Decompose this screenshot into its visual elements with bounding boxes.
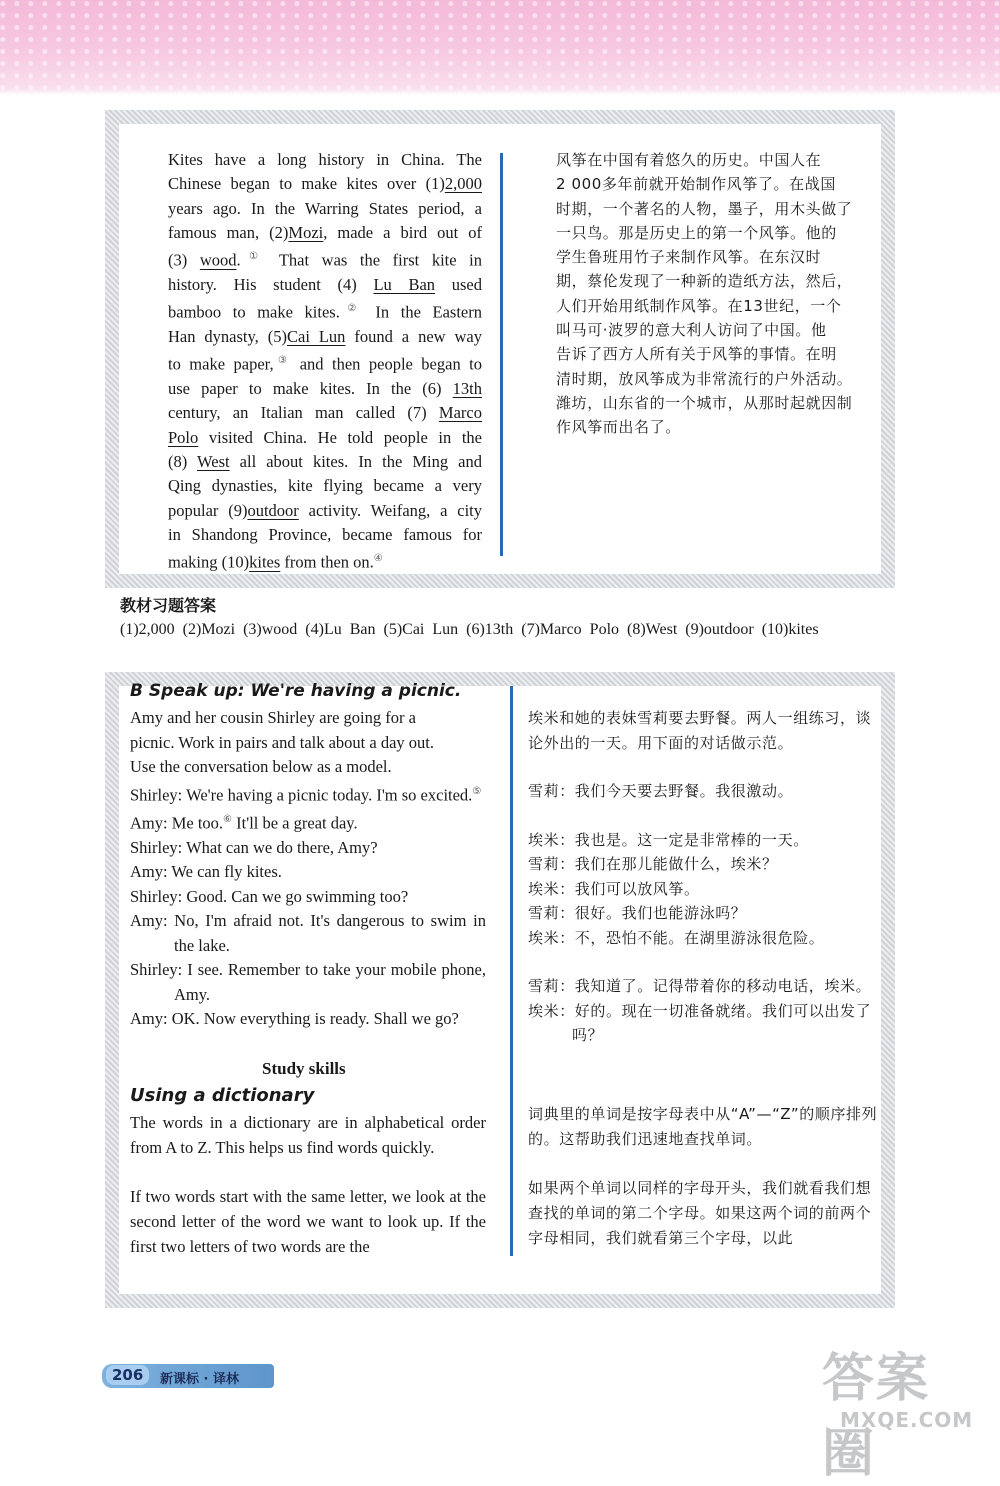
speakup-chinese [528, 706, 878, 1048]
watermark-logo: 答案圈 [822, 1349, 931, 1484]
passage-zh-line: 学生鲁班用竹子来制作风筝。在东汉时 [556, 248, 822, 267]
passage-line [168, 450, 482, 474]
passage-english [168, 148, 482, 575]
zh-dialogue-line: 埃米：好的。现在一切准备就绪。我们可以出发了吗？ [528, 1001, 872, 1044]
dialogue-line: Shirley: Good. Can we go swimming too? [130, 886, 409, 906]
note-marker: ② [339, 303, 364, 315]
passage-chinese [556, 148, 878, 440]
passage-text: famous man, (2) [168, 222, 289, 242]
answer-blank: West [197, 452, 230, 472]
passage-zh-line: 人们开始用纸制作风筝。在13世纪，一个 [556, 296, 842, 315]
answer-blank: Marco [438, 403, 482, 423]
passage-line [168, 325, 482, 349]
answer-blank: 2,000 [444, 174, 482, 194]
speakup-divider [510, 686, 513, 1256]
note-marker: ③ [273, 355, 292, 367]
zh-dialogue-line: 雪莉：很好。我们也能游泳吗？ [528, 904, 747, 922]
dialogue-line: Shirley: We're having a picnic today. I'm so excited.⑤ [130, 785, 482, 804]
speakup-english [130, 706, 486, 1032]
passage-zh-line: 一只鸟。那是历史上的第一个风筝。他的 [556, 223, 837, 242]
speakup-intro-3: Use the conversation below as a model. [130, 757, 392, 776]
passage-text: Qing dynasties, kite flying became a very [168, 476, 482, 496]
passage-text: years ago. In the Warring States period, a [168, 198, 482, 218]
passage-zh-line: 潍坊，山东省的一个城市，从那时起就因制 [556, 393, 853, 412]
answer-blank: Polo [168, 427, 199, 447]
passage-text: (8) [168, 452, 198, 472]
passage-line [168, 273, 482, 297]
passage-text: bamboo to make kites. [168, 302, 340, 322]
zh-dialogue-line: 埃米：我们可以放风筝。 [528, 879, 700, 898]
passage-text: . [236, 250, 241, 270]
page-number: 206 [106, 1365, 149, 1385]
passage-line [168, 172, 482, 196]
passage-text: century, an Italian man called (7) [168, 403, 439, 423]
study-skills-para-1: The words in a dictionary are in alphabetical order from A to Z. This helps us find words quickly. [130, 1113, 486, 1157]
passage-text: That was the first kite in [266, 250, 483, 270]
answers-title: 教材习题答案 [120, 596, 217, 615]
passage-line [168, 148, 482, 172]
header-decorative-band [0, 0, 1000, 95]
passage-line [168, 221, 482, 245]
passage-line [168, 245, 482, 273]
passage-text: found a new way [345, 327, 482, 347]
watermark [810, 1336, 980, 1484]
passage-zh-line: 告诉了西方人所有关于风筝的事情。在明 [556, 345, 837, 364]
note-marker: ⑥ [223, 813, 233, 825]
passage-zh-line: 期，蔡伦发现了一种新的造纸方法，然后， [556, 272, 853, 291]
passage-line [168, 523, 482, 547]
passage-line [168, 197, 482, 221]
passage-text: and then people began to [291, 354, 483, 374]
answer-blank: Cai Lun [287, 327, 346, 347]
passage-text: making (10) [168, 552, 250, 572]
answer-blank: kites [249, 552, 281, 572]
page-footer-badge [102, 1364, 274, 1388]
passage-line [168, 297, 482, 325]
zh-dialogue-line: 埃米：不，恐怕不能。在湖里游泳很危险。 [528, 928, 825, 947]
passage-line [168, 426, 482, 450]
answer-blank: Lu Ban [373, 274, 436, 294]
passage-text: popular (9) [168, 500, 248, 520]
note-marker: ④ [373, 553, 383, 565]
study-skills-zh-1: 词典里的单词是按字母表中从“A”—“Z”的顺序排列的。这帮助我们迅速地查找单词。 [528, 1105, 878, 1148]
passage-text: history. His student (4) [168, 274, 374, 294]
passage-zh-line: 时期，一个著名的人物，墨子，用木头做了 [556, 199, 853, 218]
passage-line [168, 377, 482, 401]
watermark-url: MXQE.COM [840, 1408, 974, 1432]
series-name: 新课标 · 译林 [160, 1372, 239, 1387]
passage-zh-line: 清时期，放风筝成为非常流行的户外活动。 [556, 369, 853, 388]
passage-text: used [435, 274, 482, 294]
passage-text: Kites have a long history in China. The [168, 150, 482, 169]
passage-text: visited China. He told people in the [198, 427, 482, 447]
passage-zh-line: 作风筝而出名了。 [556, 418, 681, 437]
speakup-intro-1: Amy and her cousin Shirley are going for a [130, 708, 416, 727]
dialogue-line: Shirley: I see. Remember to take your mobile phone, Amy. [130, 960, 486, 1004]
note-marker: ① [240, 251, 267, 263]
zh-dialogue-line: 雪莉：我知道了。记得带着你的移动电话，埃米。 [528, 977, 872, 995]
study-skills-para-2: If two words start with the same letter, we look at the second letter of the word we want to look up. If the first two letters of two words are the [130, 1187, 486, 1256]
answers-list: (1)2,000 (2)Mozi (3)wood (4)Lu Ban (5)Cai Lun (6)13th (7)Marco Polo (8)West (9)outdoor (10)kites [120, 621, 819, 638]
study-skills-subheading: Using a dictionary [130, 1085, 315, 1106]
passage-line [168, 499, 482, 523]
dialogue-line: Shirley: What can we do there, Amy? [130, 837, 378, 857]
answer-blank: 13th [452, 379, 482, 399]
speakup-heading: B Speak up: We're having a picnic. [130, 681, 462, 701]
dialogue-line: Amy: Me too.⑥ It'll be a great day. [130, 813, 358, 832]
passage-text: in Shandong Province, became famous for [168, 524, 482, 544]
dialogue-line: Amy: No, I'm afraid not. It's dangerous to swim in the lake. [130, 911, 486, 955]
passage-zh-line: 风筝在中国有着悠久的历史。中国人在 [556, 151, 822, 169]
zh-dialogue-line: 雪莉：我们在那儿能做什么，埃米？ [528, 855, 778, 873]
passage-text: Chinese began to make kites over (1) [168, 174, 445, 194]
zh-dialogue-line: 埃米：我也是。这一定是非常棒的一天。 [528, 830, 809, 849]
dialogue-line: Amy: We can fly kites. [130, 862, 282, 881]
note-marker: ⑤ [472, 785, 482, 797]
passage-line [168, 349, 482, 377]
zh-dialogue-line: 雪莉：我们今天要去野餐。我很激动。 [528, 782, 794, 800]
speakup-intro-2: picnic. Work in pairs and talk about a day out. [130, 732, 435, 752]
study-skills-title: Study skills [262, 1059, 346, 1078]
passage-text: In the Eastern [363, 302, 482, 322]
passage-divider [500, 153, 503, 556]
study-skills-zh-2: 如果两个单词以同样的字母开头，我们就看我们想查找的单词的第二个字母。如果这两个词的前两个字母相同，我们就看第三个字母，以此 [528, 1179, 872, 1247]
passage-line [168, 547, 482, 575]
passage-text: use paper to make kites. In the (6) [168, 379, 453, 399]
passage-line [168, 474, 482, 498]
passage-zh-line: 叫马可·波罗的意大利人访问了中国。他 [556, 321, 827, 340]
answer-blank: Mozi [288, 222, 324, 242]
passage-zh-line: 2 000多年前就开始制作风筝了。在战国 [556, 175, 836, 194]
passage-text: to make paper, [168, 354, 274, 374]
passage-text: (3) [168, 250, 200, 270]
speakup-zh-intro: 埃米和她的表妹雪莉要去野餐。两人一组练习，谈论外出的一天。用下面的对话做示范。 [528, 709, 872, 752]
passage-text: Han dynasty, (5) [168, 327, 287, 347]
passage-text: all about kites. In the Ming and [229, 452, 482, 472]
passage-text: from then on. [280, 552, 374, 572]
answer-blank: outdoor [247, 500, 299, 520]
passage-line [168, 401, 482, 425]
dialogue-line: Amy: OK. Now everything is ready. Shall we go? [130, 1009, 459, 1028]
passage-text: , made a bird out of [323, 222, 482, 242]
answer-blank: wood [199, 250, 237, 270]
passage-text: activity. Weifang, a city [298, 500, 482, 520]
